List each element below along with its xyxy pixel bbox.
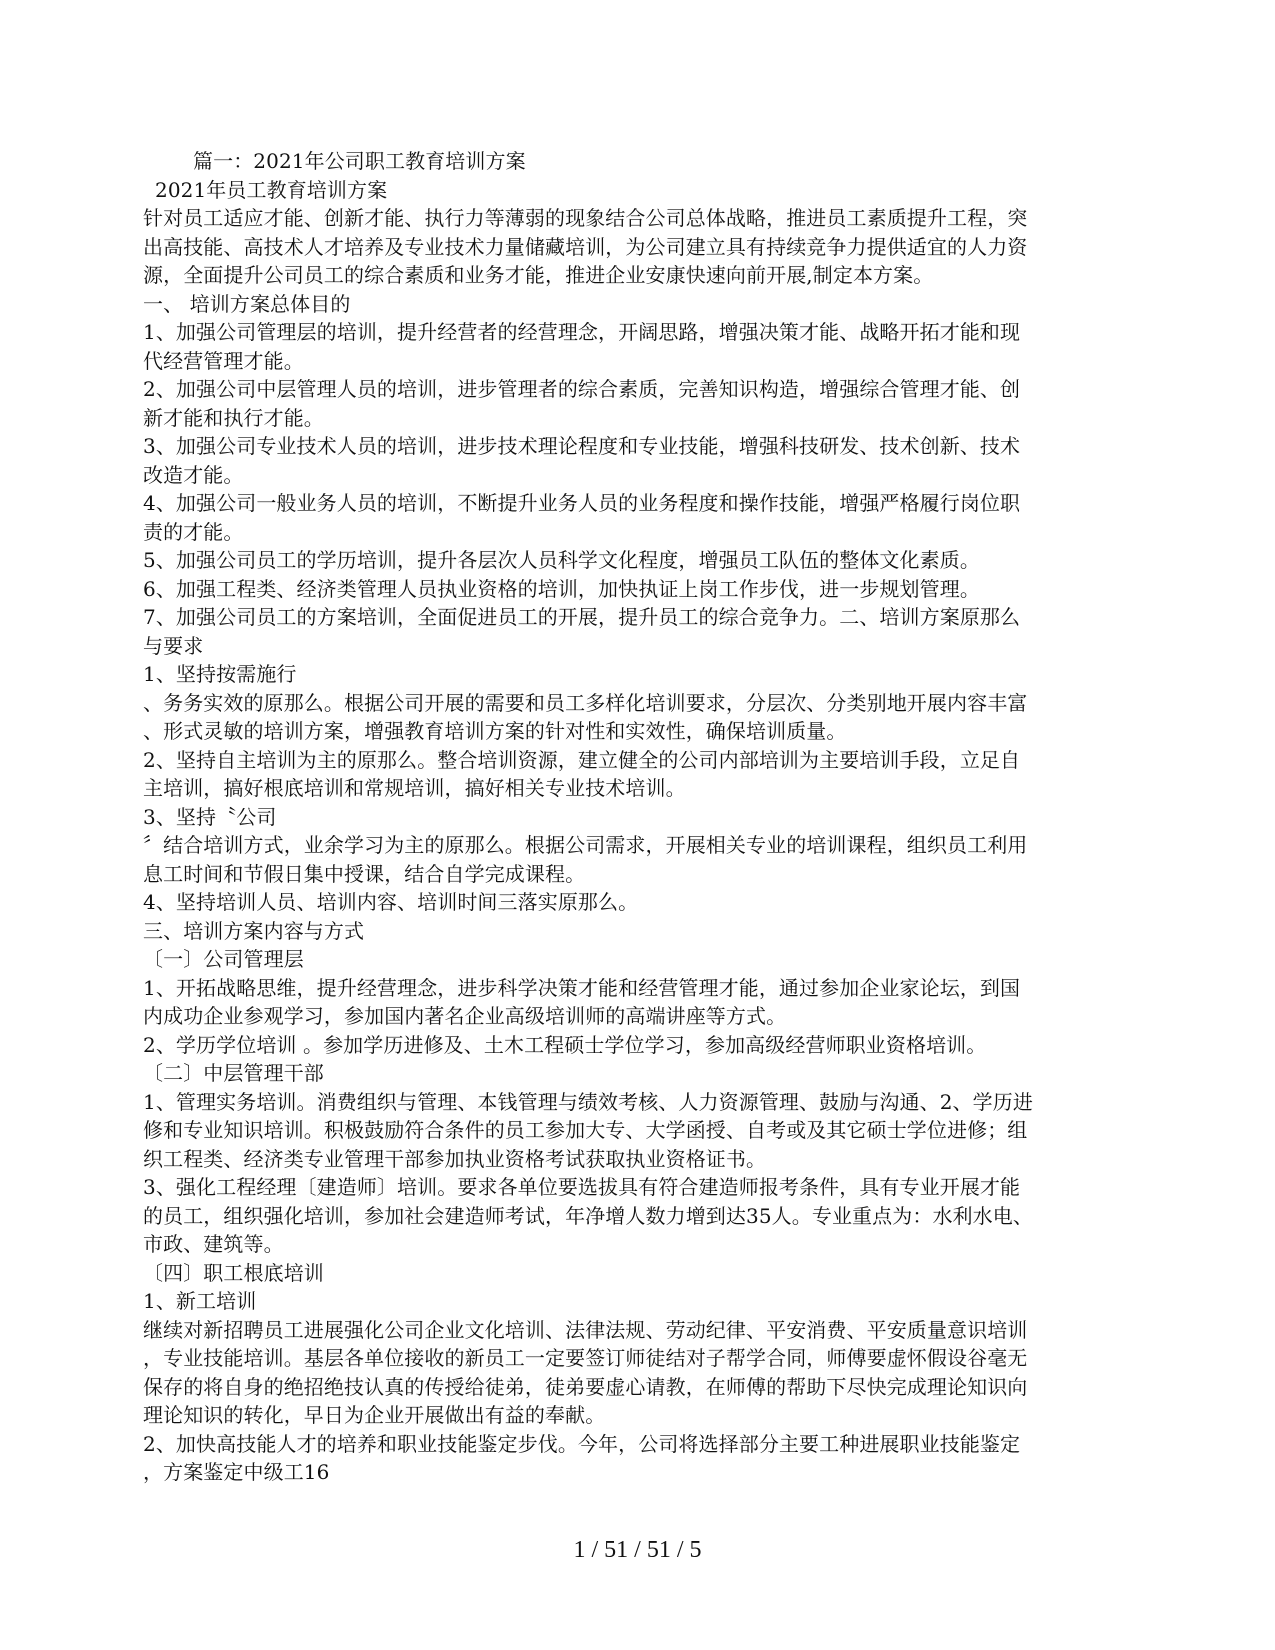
text-line: 4、加强公司一般业务人员的培训，不断提升业务人员的业务程度和操作技能，增强严格履行岗位职 xyxy=(143,491,1021,515)
text-line: 继续对新招聘员工进展强化公司企业文化培训、法律法规、劳动纪律、平安消费、平安质量意识培训 xyxy=(143,1317,1028,1342)
text-line: 织工程类、经济类专业管理干部参加执业资格考试获取执业资格证书。 xyxy=(143,1146,767,1171)
text-line: 源，全面提升公司员工的综合素质和业务才能，推进企业安康快速向前开展,制定本方案。 xyxy=(143,263,934,287)
text-line: 责的才能。 xyxy=(143,519,244,544)
page-number: 1 / 51 / 51 / 5 xyxy=(573,1537,702,1563)
text-line: 出高技能、高技术人才培养及专业技术力量储藏培训，为公司建立具有持续竞争力提供适宜的人力资 xyxy=(143,234,1028,259)
text-line: 息工时间和节假日集中授课，结合自学完成课程。 xyxy=(143,861,586,886)
text-line: 主培训，搞好根底培训和常规培训，搞好相关专业技术培训。 xyxy=(143,776,686,800)
section-heading: 三、培训方案内容与方式 xyxy=(143,918,365,943)
text-line: 2、加强公司中层管理人员的培训，进步管理者的综合素质，完善知识构造，增强综合管理才能、创 xyxy=(143,377,1021,401)
text-line: 1、管理实务培训。消费组织与管理、本钱管理与绩效考核、人力资源管理、鼓励与沟通、2、学历进 xyxy=(143,1089,1033,1114)
document-body xyxy=(143,147,1133,1487)
text-line: 1、开拓战略思维，提升经营理念，进步科学决策才能和经营管理才能，通过参加企业家论坛，到国 xyxy=(143,975,1021,1000)
text-line: 〞结合培训方式，业余学习为主的原那么。根据公司需求，开展相关专业的培训课程，组织员工利用 xyxy=(143,833,1028,857)
section-heading: 一、 培训方案总体目的 xyxy=(143,291,351,316)
text-line: 、务务实效的原那么。根据公司开展的需要和员工多样化培训要求，分层次、分类别地开展内容丰富 xyxy=(143,690,1028,715)
text-line: 6、加强工程类、经济类管理人员执业资格的培训，加快执证上岗工作步伐，进一步规划管理。 xyxy=(143,576,980,601)
subsection-heading: 〔二〕中层管理干部 xyxy=(143,1061,324,1085)
text-line: 1、新工培训 xyxy=(143,1289,257,1313)
text-line: 理论知识的转化，早日为企业开展做出有益的奉献。 xyxy=(143,1403,606,1427)
text-line: 、形式灵敏的培训方案，增强教育培训方案的针对性和实效性，确保培训质量。 xyxy=(143,719,847,743)
text-line: 1、加强公司管理层的培训，提升经营者的经营理念，开阔思路，增强决策才能、战略开拓才能和现 xyxy=(143,320,1021,344)
text-line: 的员工，组织强化培训，参加社会建造师考试，年净增人数力增到达35人。专业重点为：水利水电、 xyxy=(143,1203,1033,1228)
text-line: 3、加强公司专业技术人员的培训，进步技术理论程度和专业技能，增强科技研发、技术创新、技术 xyxy=(143,434,1021,458)
text-line: 3、坚持〝公司 xyxy=(143,804,277,829)
text-line: ，方案鉴定中级工16 xyxy=(143,1460,330,1484)
text-line: 4、坚持培训人员、培训内容、培训时间三落实原那么。 xyxy=(143,890,639,914)
text-line: 内成功企业参观学习，参加国内著名企业高级培训师的高端讲座等方式。 xyxy=(143,1004,787,1028)
text-line: 1、坚持按需施行 xyxy=(143,662,297,686)
text-line: 3、强化工程经理〔建造师〕培训。要求各单位要选拔具有符合建造师报考条件，具有专业开展才能 xyxy=(143,1175,1021,1199)
paragraph-block xyxy=(143,204,1133,1487)
subsection-heading: 〔四〕职工根底培训 xyxy=(143,1260,324,1285)
document-title: 篇一：2021年公司职工教育培训方案 xyxy=(193,149,526,173)
text-line: 2、坚持自主培训为主的原那么。整合培训资源，建立健全的公司内部培训为主要培训手段，立足自 xyxy=(143,747,1021,772)
text-line: 5、加强公司员工的学历培训，提升各层次人员科学文化程度，增强员工队伍的整体文化素质。 xyxy=(143,548,980,572)
text-line: 市政、建筑等。 xyxy=(143,1232,284,1256)
document-subtitle: 2021年员工教育培训方案 xyxy=(155,177,388,202)
text-line: 保存的将自身的绝招绝技认真的传授给徒弟，徒弟要虚心请教，在师傅的帮助下尽快完成理论知识向 xyxy=(143,1374,1028,1399)
text-line: 改造才能。 xyxy=(143,462,244,487)
text-line: 2、学历学位培训 。参加学历进修及、土木工程硕士学位学习，参加高级经营师职业资格培训。 xyxy=(143,1032,987,1057)
text-line: 代经营管理才能。 xyxy=(143,348,304,373)
text-line: 2、加快高技能人才的培养和职业技能鉴定步伐。今年，公司将选择部分主要工种进展职业技能鉴定 xyxy=(143,1431,1021,1456)
text-line: 针对员工适应才能、创新才能、执行力等薄弱的现象结合公司总体战略，推进员工素质提升工程，突 xyxy=(143,206,1028,230)
text-line: 7、加强公司员工的方案培训，全面促进员工的开展，提升员工的综合竞争力。二、培训方案原那么 xyxy=(143,605,1021,629)
subsection-heading: 〔一〕公司管理层 xyxy=(143,947,304,971)
text-line: ，专业技能培训。基层各单位接收的新员工一定要签订师徒结对子帮学合同，师傅要虚怀假设谷毫无 xyxy=(143,1346,1028,1370)
text-line: 与要求 xyxy=(143,633,204,658)
text-line: 新才能和执行才能。 xyxy=(143,405,324,430)
text-line: 修和专业知识培训。积极鼓励符合条件的员工参加大专、大学函授、自考或及其它硕士学位进修；组 xyxy=(143,1118,1028,1142)
